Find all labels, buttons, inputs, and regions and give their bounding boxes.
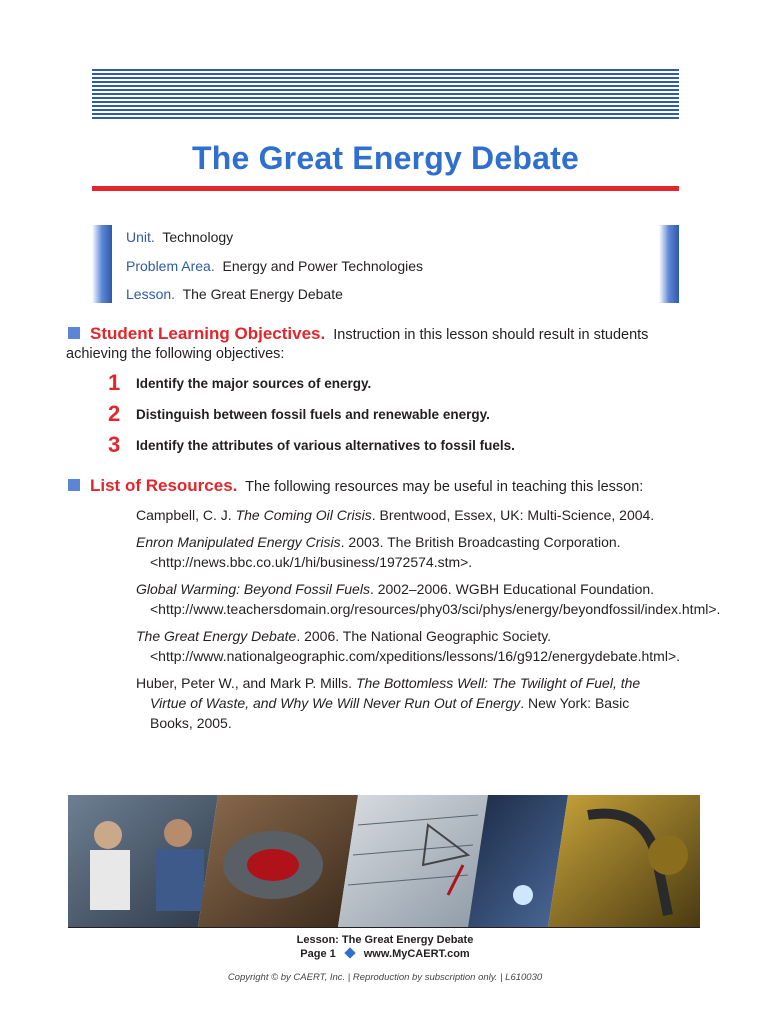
diamond-icon — [344, 947, 355, 958]
lesson-value: The Great Energy Debate — [182, 286, 343, 302]
objective-text: Identify the major sources of energy. — [136, 376, 372, 391]
resource-details: . 2003. The British Broadcasting Corporation. <http://news.bbc.co.uk/1/hi/business/1972574.stm>. — [150, 534, 621, 570]
resource-entry — [136, 673, 656, 733]
resource-entry — [136, 532, 656, 572]
resources-bullet-icon — [68, 479, 80, 491]
info-box-right-bar — [659, 225, 679, 303]
objectives-intro-2: achieving the following objectives: — [66, 346, 285, 362]
unit-value: Technology — [162, 229, 234, 245]
footer-lesson: Lesson: The Great Energy Debate — [296, 934, 474, 946]
objectives-intro-1: Instruction in this lesson should result in students — [333, 327, 649, 343]
resource-author: Huber, Peter W., and Mark P. Mills. — [136, 675, 356, 691]
resource-entry — [136, 505, 656, 525]
resource-title: The Great Energy Debate — [136, 628, 297, 644]
resources-heading: List of Resources. — [90, 476, 238, 495]
title-rule — [92, 186, 679, 191]
resources-list — [136, 505, 721, 733]
problem-area-label: Problem Area. — [126, 258, 215, 274]
lesson-label: Lesson. — [126, 286, 176, 302]
footer-page: Page 1 — [300, 948, 336, 960]
resource-entry — [136, 579, 721, 619]
resources-intro: The following resources may be useful in teaching this lesson: — [245, 479, 644, 495]
unit-line — [126, 229, 233, 245]
footer-site-link[interactable]: www.MyCAERT.com — [363, 948, 470, 960]
resource-title: The Bottomless Well: The Twilight of Fuel, the Virtue of Waste, and Why We Will Never Run Out of Energy — [150, 675, 641, 711]
objectives-heading-line — [90, 324, 648, 344]
problem-area-value: Energy and Power Technologies — [222, 258, 424, 274]
resource-details: . New York: Basic Books, 2005. — [150, 695, 630, 731]
resource-details: . 2002–2006. WGBH Educational Foundation. <http://www.teachersdomain.org/resources/phy03/sci/phys/energy/beyondfossil/index.html>. — [150, 581, 721, 617]
objective-text: Identify the attributes of various alternatives to fossil fuels. — [136, 438, 515, 453]
resource-author: Campbell, C. J. — [136, 507, 236, 523]
resource-title: Enron Manipulated Energy Crisis — [136, 534, 341, 550]
photo-collage — [68, 795, 700, 927]
problem-area-line — [126, 258, 423, 274]
resources-heading-line — [90, 476, 643, 496]
objectives-bullet-icon — [68, 327, 80, 339]
page-title: The Great Energy Debate — [192, 140, 579, 176]
unit-label: Unit. — [126, 229, 155, 245]
resource-details: . Brentwood, Essex, UK: Multi-Science, 2004. — [371, 507, 655, 523]
lesson-info-box — [92, 225, 679, 303]
resource-details: . 2006. The National Geographic Society. <http://www.nationalgeographic.com/xpeditions/lessons/16/g912/energydebate.html>. — [150, 628, 681, 664]
footer-rule — [68, 927, 700, 928]
lesson-line — [126, 286, 343, 302]
footer-copyright: Copyright © by CAERT, Inc. | Reproduction by subscription only. | L610030 — [227, 972, 543, 983]
objective-number: 2 — [108, 401, 121, 426]
objective-number: 1 — [108, 370, 121, 395]
objective-text: Distinguish between fossil fuels and renewable energy. — [136, 407, 490, 422]
resource-title: The Coming Oil Crisis — [235, 507, 372, 523]
header-stripes — [92, 69, 679, 121]
resource-entry — [136, 626, 681, 666]
info-box-left-bar — [92, 225, 112, 303]
footer-page-line — [0, 948, 770, 960]
objectives-heading: Student Learning Objectives. — [90, 324, 326, 343]
objective-number: 3 — [108, 432, 121, 457]
resource-title: Global Warming: Beyond Fossil Fuels — [136, 581, 370, 597]
